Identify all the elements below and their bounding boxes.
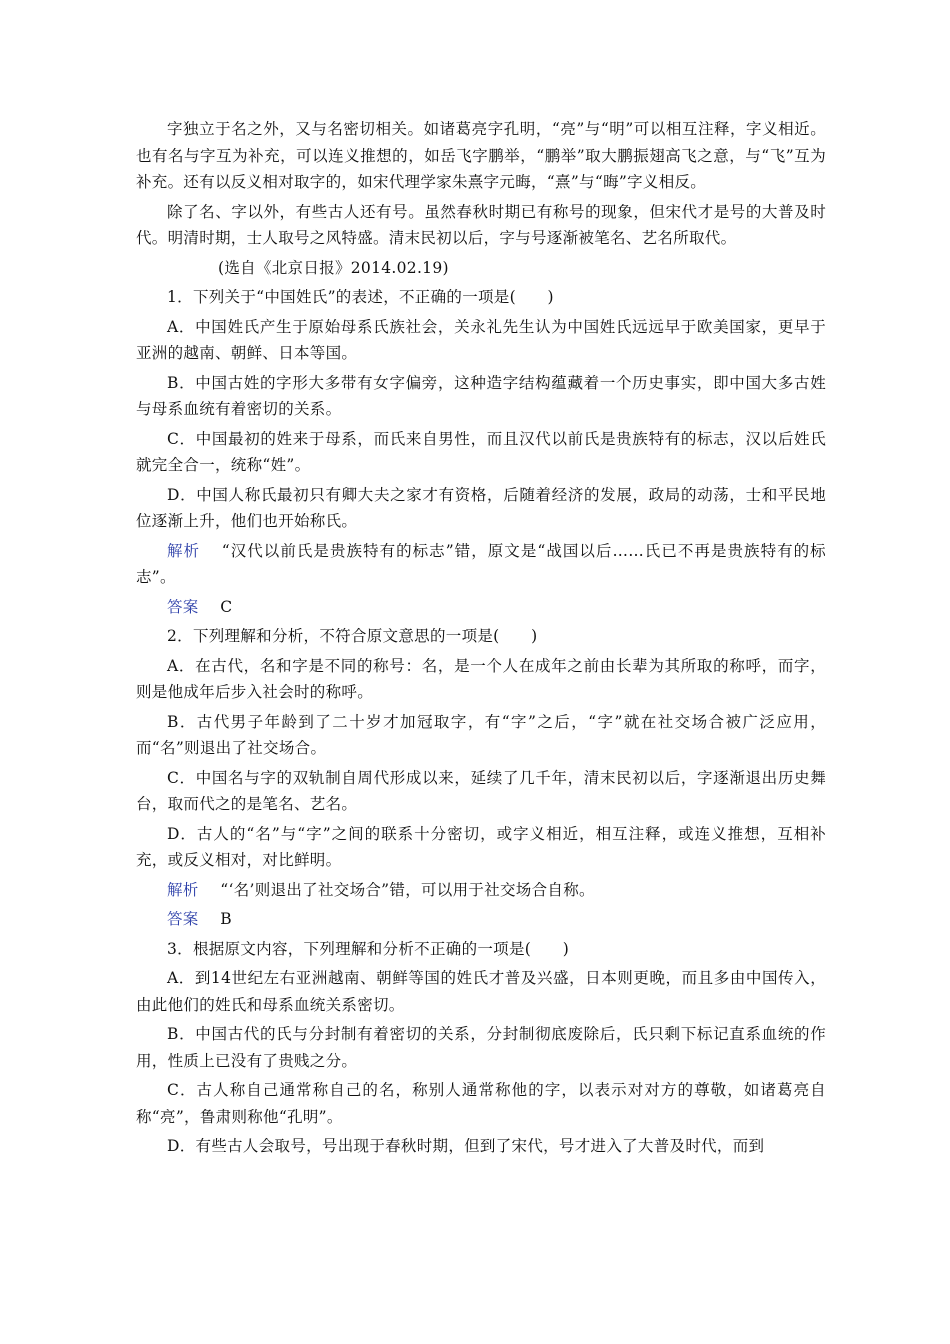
source-citation: (选自《北京日报》2014.02.19)	[218, 258, 449, 277]
option-b: B．古代男子年龄到了二十岁才加冠取字，有“字”之后，“字”就在社交场合被广泛应用，而“名”则退出了社交场合。	[136, 712, 826, 757]
analysis-label: 解析	[167, 880, 199, 899]
document-body	[136, 116, 826, 1160]
option-a: A．在古代，名和字是不同的称号：名，是一个人在成年之前由长辈为其所取的称呼，而字，则是他成年后步入社会时的称呼。	[136, 656, 826, 701]
question-stem: 3．根据原文内容，下列理解和分析不正确的一项是( )	[167, 939, 570, 958]
intro-paragraph-1: 字独立于名之外，又与名密切相关。如诸葛亮字孔明，“亮”与“明”可以相互注释，字义相近。也有名与字互为补充，可以连义推想的，如岳飞字鹏举，“鹏举”取大鹏振翅高飞之意，与“飞”互为补充。还有以反义相对取字的，如宋代理学家朱熹字元晦，“熹”与“晦”字义相反。	[136, 120, 826, 191]
option-d: D．有些古人会取号，号出现于春秋时期，但到了宋代，号才进入了大普及时代，而到	[167, 1137, 765, 1155]
analysis-text: “汉代以前氏是贵族特有的标志”错，原文是“战国以后……氏已不再是贵族特有的标志”。	[136, 541, 826, 586]
analysis-text: “‘名’则退出了社交场合”错，可以用于社交场合自称。	[220, 880, 595, 899]
question-2	[136, 623, 826, 933]
option-a: A．到14世纪左右亚洲越南、朝鲜等国的姓氏才普及兴盛，日本则更晚，而且多由中国传入，由此他们的姓氏和母系血统关系密切。	[136, 969, 826, 1014]
option-d: D．古人的“名”与“字”之间的联系十分密切，或字义相近，相互注释，或连义推想，互相补充，或反义相对，对比鲜明。	[136, 824, 826, 869]
intro-paragraph-2: 除了名、字以外，有些古人还有号。虽然春秋时期已有称号的现象，但宋代才是号的大普及时代。明清时期，士人取号之风特盛。清末民初以后，字与号逐渐被笔名、艺名所取代。	[136, 202, 826, 247]
analysis	[136, 538, 826, 591]
option-c: C．中国名与字的双轨制自周代形成以来，延续了几千年，清末民初以后，字逐渐退出历史舞台，取而代之的是笔名、艺名。	[136, 768, 826, 813]
answer-value: C	[220, 597, 233, 616]
answer-label: 答案	[167, 910, 199, 928]
option-a: A．中国姓氏产生于原始母系氏族社会，关永礼先生认为中国姓氏远远早于欧美国家，更早于亚洲的越南、朝鲜、日本等国。	[136, 317, 826, 362]
question-1	[136, 284, 826, 620]
answer-value: B	[220, 910, 232, 928]
answer-label: 答案	[167, 597, 199, 616]
option-c: C．中国最初的姓来于母系，而氏来自男性，而且汉代以前氏是贵族特有的标志，汉以后姓氏就完全合一，统称“姓”。	[136, 429, 826, 474]
option-b: B．中国古代的氏与分封制有着密切的关系，分封制彻底废除后，氏只剩下标记直系血统的作用，性质上已没有了贵贱之分。	[136, 1025, 826, 1070]
option-c: C．古人称自己通常称自己的名，称别人通常称他的字，以表示对对方的尊敬，如诸葛亮自称“亮”，鲁肃则称他“孔明”。	[136, 1081, 826, 1126]
question-3	[136, 936, 826, 1160]
analysis	[136, 877, 826, 904]
question-stem: 1．下列关于“中国姓氏”的表述，不正确的一项是( )	[167, 288, 554, 306]
answer	[136, 906, 826, 933]
option-b: B．中国古姓的字形大多带有女字偏旁，这种造字结构蕴藏着一个历史事实，即中国大多古姓与母系血统有着密切的关系。	[136, 373, 826, 418]
answer	[136, 594, 826, 621]
option-d: D．中国人称氏最初只有卿大夫之家才有资格，后随着经济的发展，政局的动荡，士和平民地位逐渐上升，他们也开始称氏。	[136, 485, 826, 530]
question-stem: 2．下列理解和分析，不符合原文意思的一项是( )	[167, 627, 538, 645]
analysis-label: 解析	[167, 541, 201, 560]
